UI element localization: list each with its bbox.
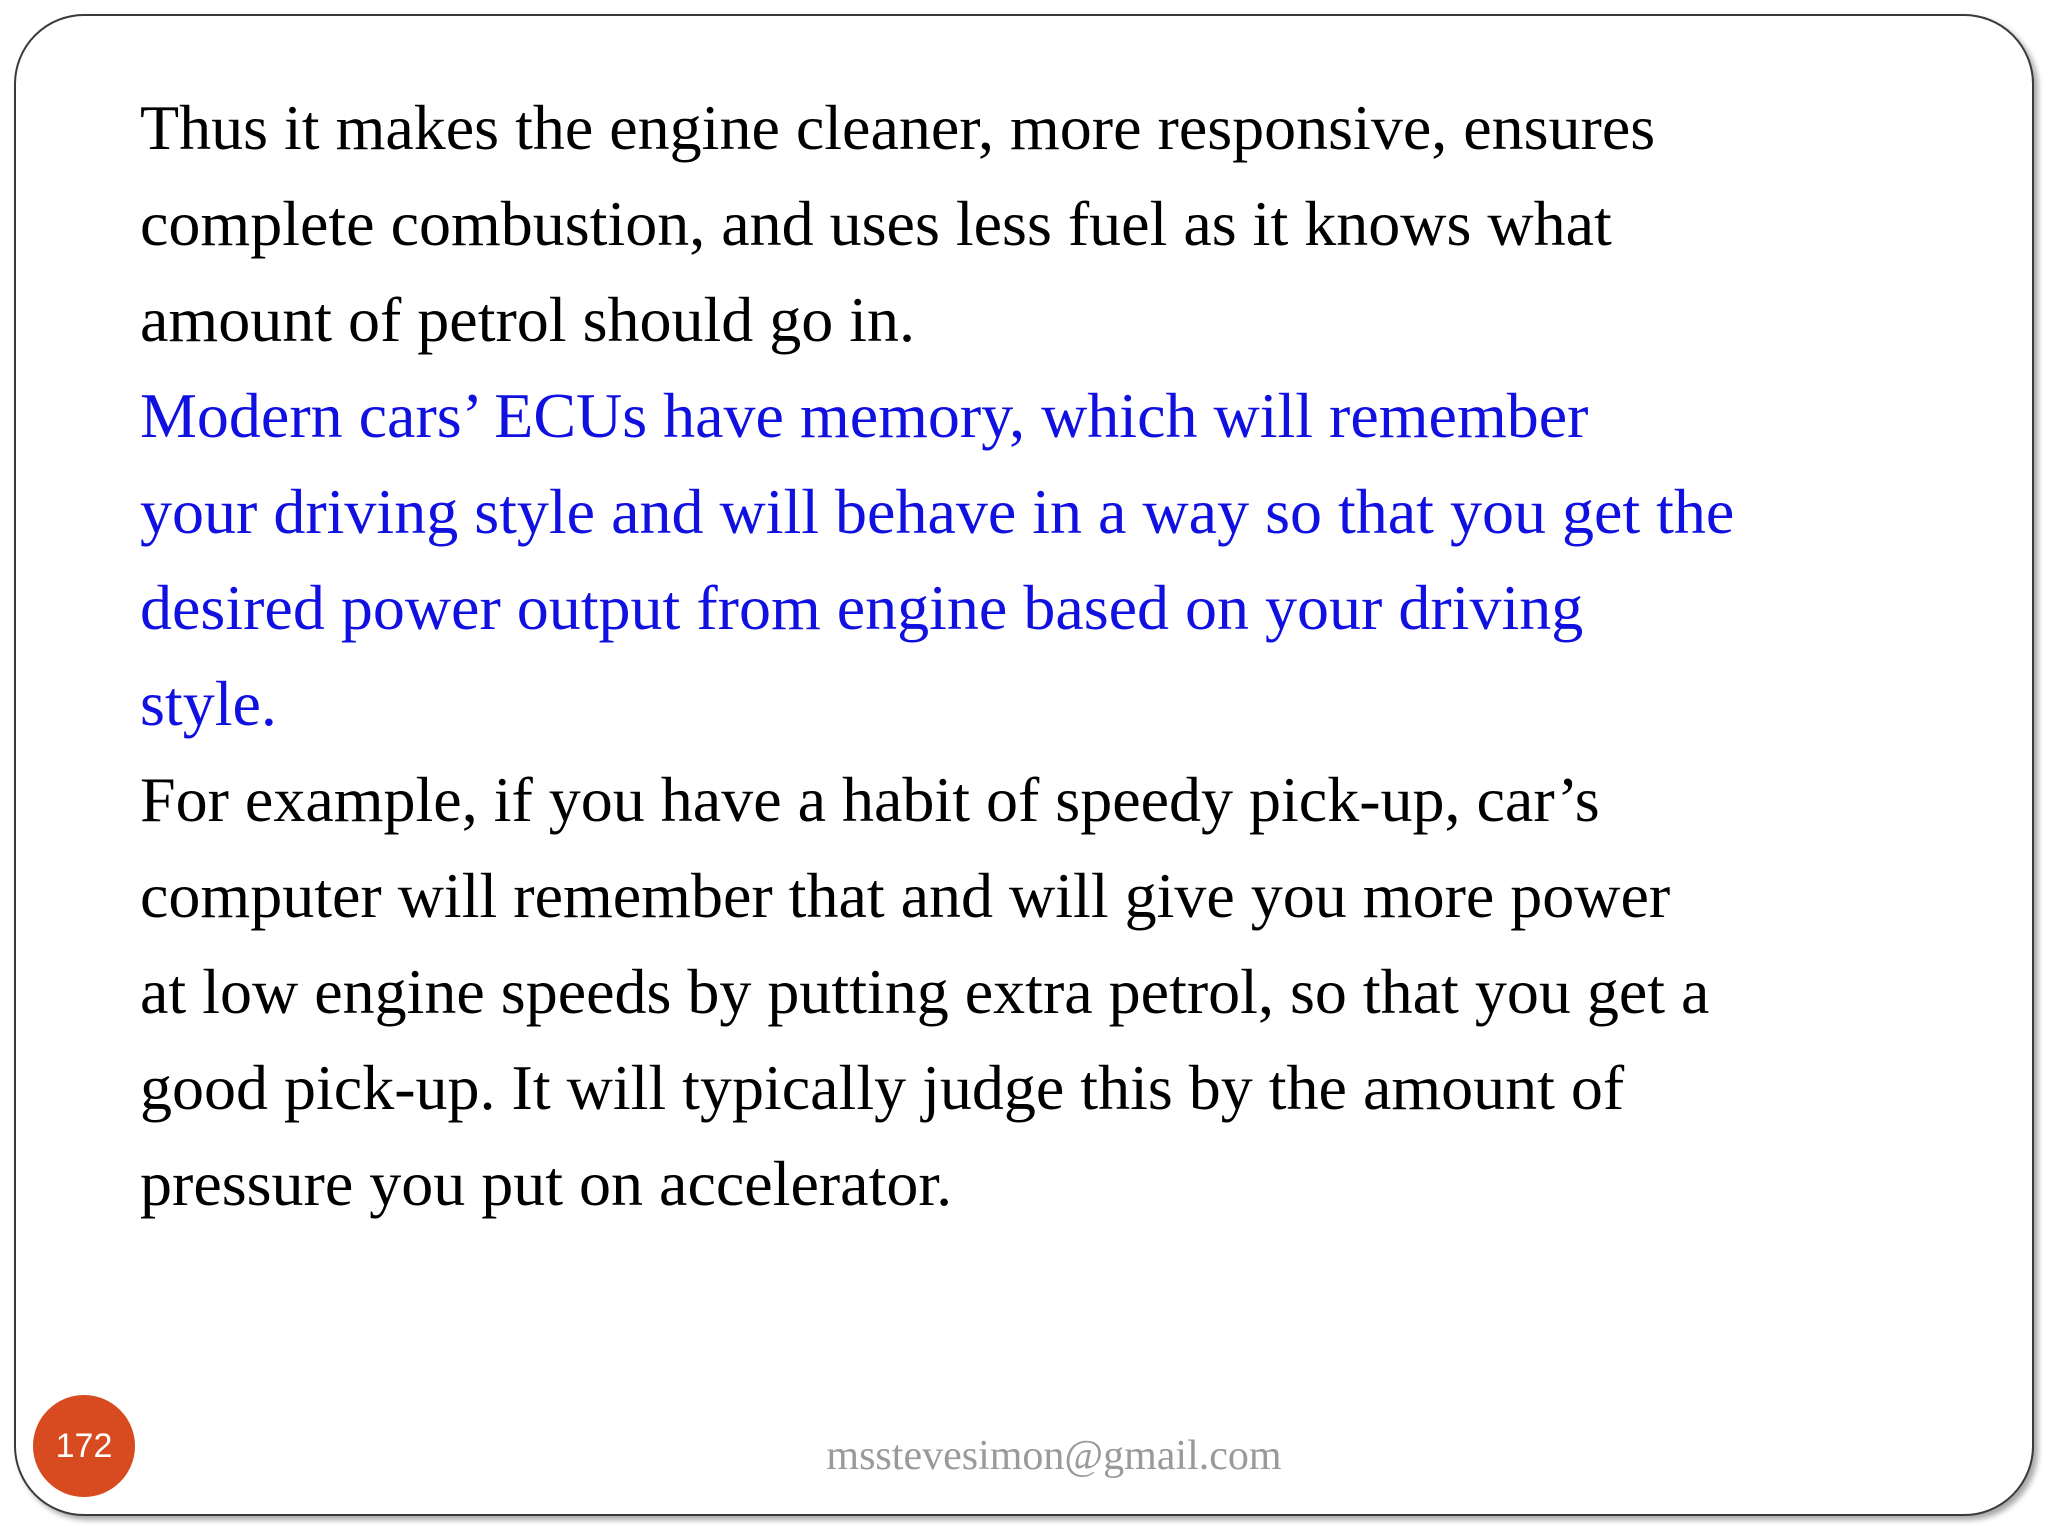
paragraph-3: [140, 752, 1940, 1232]
paragraph-line: Modern cars’ ECUs have memory, which will remember: [140, 380, 1589, 451]
paragraph-1: [140, 80, 1940, 368]
paragraph-line: desired power output from engine based on your driving: [140, 572, 1584, 643]
paragraph-line: pressure you put on accelerator.: [140, 1148, 953, 1219]
paragraph-line: your driving style and will behave in a way so that you get the: [140, 476, 1735, 547]
paragraph-line: at low engine speeds by putting extra petrol, so that you get a: [140, 956, 1710, 1027]
page-number-badge: 172: [33, 1395, 135, 1497]
paragraph-line: style.: [140, 668, 277, 739]
paragraph-line: For example, if you have a habit of speedy pick-up, car’s: [140, 764, 1600, 835]
slide-body: [140, 80, 1940, 1232]
paragraph-line: complete combustion, and uses less fuel as it knows what: [140, 188, 1612, 259]
paragraph-line: Thus it makes the engine cleaner, more responsive, ensures: [140, 92, 1656, 163]
paragraph-line: good pick-up. It will typically judge this by the amount of: [140, 1052, 1625, 1123]
paragraph-2-highlighted: [140, 368, 1940, 752]
paragraph-line: amount of petrol should go in.: [140, 284, 916, 355]
paragraph-line: computer will remember that and will give you more power: [140, 860, 1671, 931]
footer-email: msstevesimon@gmail.com: [826, 1433, 1282, 1479]
